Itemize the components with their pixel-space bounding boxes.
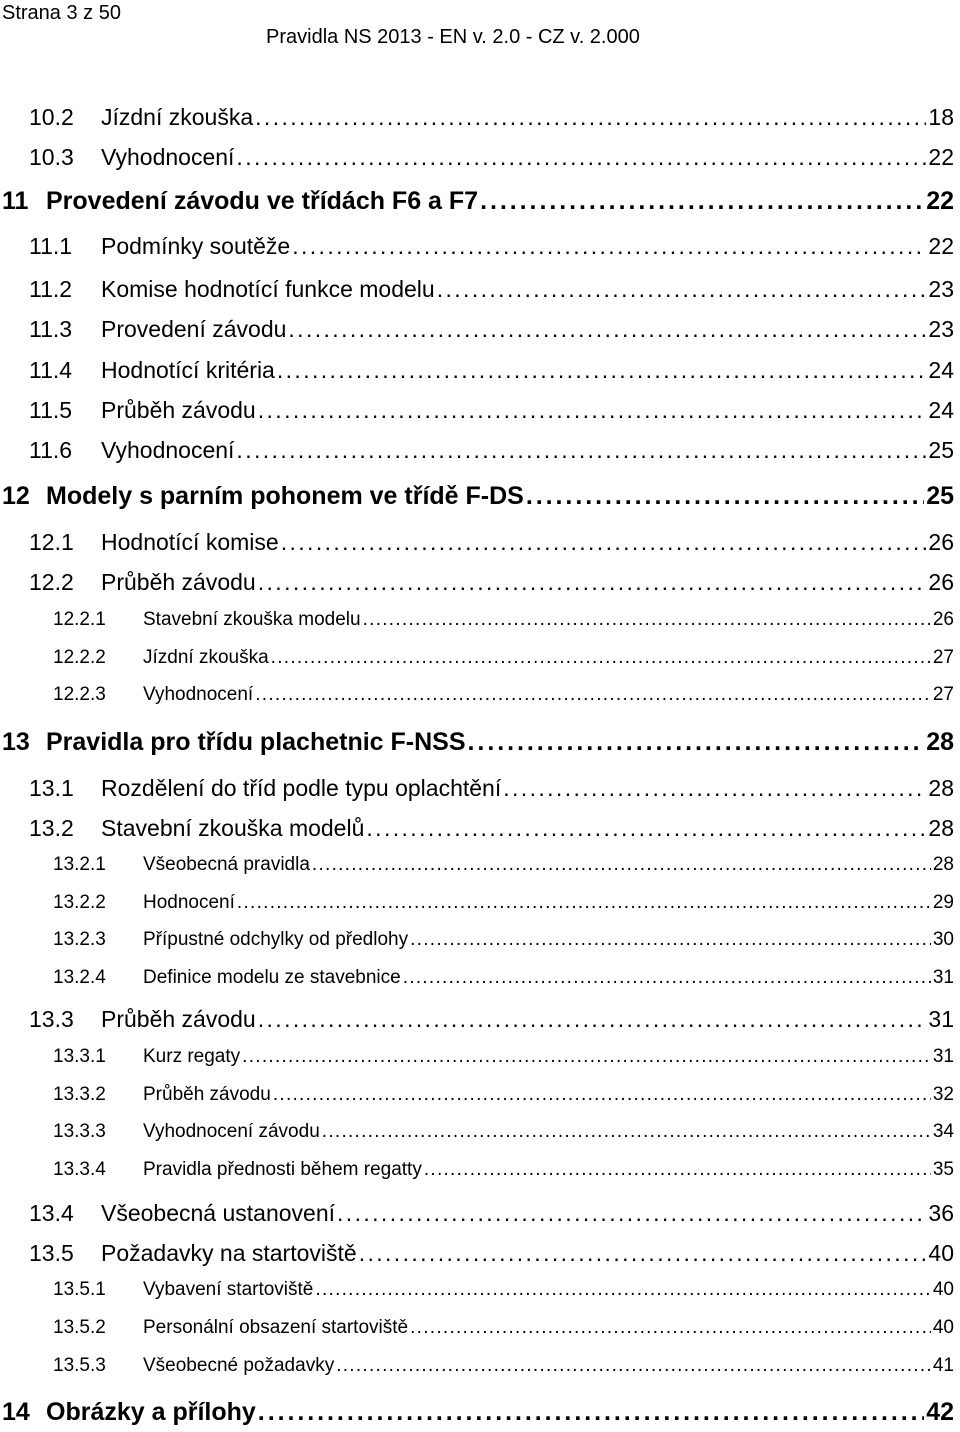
toc-title: Stavební zkouška modelů <box>101 815 365 841</box>
toc-page-number: 24 <box>928 357 954 383</box>
toc-title: Provedení závodu ve třídách F6 a F7 <box>46 187 479 215</box>
toc-entry[interactable] <box>53 609 954 631</box>
toc-number: 13 <box>2 728 30 756</box>
dot-leader <box>312 854 931 876</box>
toc-title: Stavební zkouška modelu <box>143 609 361 630</box>
toc-entry[interactable] <box>29 316 954 343</box>
toc-title: Vyhodnocení <box>143 684 254 705</box>
toc-page-number: 22 <box>926 187 954 215</box>
toc-title: Obrázky a přílohy <box>46 1398 256 1426</box>
toc-entry[interactable] <box>53 929 954 951</box>
toc-page-number: 26 <box>928 529 954 555</box>
toc-entry[interactable] <box>53 892 954 914</box>
toc-title: Provedení závodu <box>101 316 287 342</box>
toc-page-number: 24 <box>928 397 954 423</box>
toc-entry[interactable] <box>29 276 954 303</box>
dot-leader <box>336 1355 931 1377</box>
toc-number: 13.2.1 <box>53 854 106 875</box>
toc-page-number: 40 <box>932 1317 954 1338</box>
toc-entry[interactable] <box>29 144 954 171</box>
dot-leader <box>258 1398 924 1427</box>
toc-page-number: 25 <box>926 482 954 510</box>
toc-page-number: 40 <box>932 1279 954 1300</box>
toc-page-number: 27 <box>932 684 954 705</box>
toc-title: Všeobecné požadavky <box>143 1355 335 1376</box>
toc-number: 13.5.3 <box>53 1355 106 1376</box>
toc-entry[interactable] <box>29 104 954 131</box>
toc-entry[interactable] <box>53 854 954 876</box>
toc-entry[interactable] <box>53 647 954 669</box>
document-title: Pravidla NS 2013 - EN v. 2.0 - CZ v. 2.000 <box>266 26 640 48</box>
toc-entry[interactable] <box>29 569 954 596</box>
dot-leader <box>242 1046 931 1068</box>
toc-title: Vybavení startoviště <box>143 1279 314 1300</box>
toc-entry[interactable] <box>2 187 954 216</box>
toc-number: 11.4 <box>29 357 73 383</box>
dot-leader <box>236 144 926 171</box>
toc-number: 13.3 <box>29 1006 74 1032</box>
toc-entry[interactable] <box>29 815 954 842</box>
toc-number: 13.3.4 <box>53 1159 106 1180</box>
dot-leader <box>237 892 931 914</box>
toc-number: 12.2 <box>29 569 74 595</box>
toc-entry[interactable] <box>53 684 954 706</box>
toc-entry[interactable] <box>2 1398 954 1427</box>
toc-page-number: 29 <box>932 892 954 913</box>
toc-page-number: 28 <box>928 815 954 841</box>
toc-title: Vyhodnocení <box>101 144 235 170</box>
toc-page-number: 36 <box>928 1200 954 1226</box>
toc-title: Průběh závodu <box>143 1084 271 1105</box>
dot-leader <box>359 1240 927 1267</box>
toc-page-number: 23 <box>928 276 954 302</box>
toc-number: 13.5.2 <box>53 1317 106 1338</box>
dot-leader <box>292 233 926 260</box>
toc-title: Rozdělení do tříd podle typu oplachtění <box>101 775 502 801</box>
toc-number: 13.4 <box>29 1200 74 1226</box>
toc-page-number: 28 <box>926 728 954 756</box>
toc-page-number: 28 <box>932 854 954 875</box>
dot-leader <box>526 482 924 511</box>
dot-leader <box>337 1200 926 1227</box>
toc-entry[interactable] <box>29 529 954 556</box>
toc-page-number: 18 <box>928 104 954 130</box>
dot-leader <box>258 1006 927 1033</box>
toc-number: 14 <box>2 1398 30 1426</box>
dot-leader <box>277 357 927 384</box>
toc-page-number: 32 <box>932 1084 954 1105</box>
toc-number: 11.2 <box>29 276 73 302</box>
toc-number: 13.2.4 <box>53 967 106 988</box>
dot-leader <box>258 569 927 596</box>
dot-leader <box>236 437 926 464</box>
toc-page-number: 22 <box>928 144 954 170</box>
dot-leader <box>480 187 924 216</box>
toc-number: 12.2.3 <box>53 684 106 705</box>
toc-entry[interactable] <box>53 1279 954 1301</box>
toc-title: Požadavky na startoviště <box>101 1240 357 1266</box>
toc-number: 13.2.2 <box>53 892 106 913</box>
toc-entry[interactable] <box>2 728 954 757</box>
dot-leader <box>503 775 926 802</box>
dot-leader <box>322 1121 931 1143</box>
toc-page-number: 31 <box>932 967 954 988</box>
toc-entry[interactable] <box>53 1317 954 1339</box>
toc-entry[interactable] <box>29 775 954 802</box>
toc-page-number: 23 <box>928 316 954 342</box>
toc-number: 11.5 <box>29 397 73 423</box>
toc-title: Vyhodnocení <box>101 437 235 463</box>
toc-entry[interactable] <box>29 1240 954 1267</box>
toc-entry[interactable] <box>29 397 954 424</box>
toc-title: Vyhodnocení závodu <box>143 1121 320 1142</box>
dot-leader <box>366 815 926 842</box>
toc-number: 10.3 <box>29 144 74 170</box>
toc-page-number: 31 <box>932 1046 954 1067</box>
dot-leader <box>437 276 927 303</box>
toc-page-number: 22 <box>928 233 954 259</box>
toc-number: 13.1 <box>29 775 74 801</box>
toc-entry[interactable] <box>53 967 954 989</box>
toc-entry[interactable] <box>53 1121 954 1143</box>
toc-number: 13.5 <box>29 1240 74 1266</box>
toc-title: Průběh závodu <box>101 1006 256 1032</box>
dot-leader <box>281 529 927 556</box>
toc-entry[interactable] <box>29 1200 954 1227</box>
toc-page-number: 26 <box>928 569 954 595</box>
toc-title: Jízdní zkouška <box>101 104 254 130</box>
toc-entry[interactable] <box>53 1046 954 1068</box>
toc-number: 11.6 <box>29 437 73 463</box>
dot-leader <box>363 609 931 631</box>
toc-title: Modely s parním pohonem ve třídě F-DS <box>46 482 524 510</box>
dot-leader <box>410 929 931 951</box>
toc-title: Jízdní zkouška <box>143 647 269 668</box>
toc-number: 11 <box>2 187 29 215</box>
dot-leader <box>288 316 926 343</box>
toc-title: Personální obsazení startoviště <box>143 1317 409 1338</box>
toc-page-number: 42 <box>926 1398 954 1426</box>
toc-title: Přípustné odchylky od předlohy <box>143 929 409 950</box>
toc-number: 13.5.1 <box>53 1279 106 1300</box>
dot-leader <box>410 1317 931 1339</box>
toc-title: Podmínky soutěže <box>101 233 291 259</box>
toc-number: 13.2.3 <box>53 929 106 950</box>
toc-title: Hodnotící komise <box>101 529 279 555</box>
toc-number: 13.3.1 <box>53 1046 106 1067</box>
toc-title: Hodnotící kritéria <box>101 357 275 383</box>
toc-title: Průběh závodu <box>101 397 256 423</box>
toc-number: 12.2.1 <box>53 609 106 630</box>
dot-leader <box>255 104 926 131</box>
toc-title: Pravidla pro třídu plachetnic F-NSS <box>46 728 466 756</box>
toc-page-number: 30 <box>932 929 954 950</box>
toc-entry[interactable] <box>29 357 954 384</box>
dot-leader <box>271 647 931 669</box>
toc-title: Kurz regaty <box>143 1046 241 1067</box>
dot-leader <box>315 1279 930 1301</box>
toc-entry[interactable] <box>29 437 954 464</box>
dot-leader <box>424 1159 931 1181</box>
toc-page-number: 25 <box>928 437 954 463</box>
toc-page-number: 27 <box>932 647 954 668</box>
page-counter: Strana 3 z 50 <box>2 2 121 24</box>
toc-page-number: 28 <box>928 775 954 801</box>
toc-page-number: 34 <box>932 1121 954 1142</box>
toc-page-number: 35 <box>932 1159 954 1180</box>
toc-title: Průběh závodu <box>101 569 256 595</box>
toc-number: 13.3.3 <box>53 1121 106 1142</box>
dot-leader <box>273 1084 931 1106</box>
dot-leader <box>468 728 925 757</box>
toc-title: Všeobecná pravidla <box>143 854 310 875</box>
toc-title: Pravidla přednosti během regatty <box>143 1159 422 1180</box>
toc-title: Hodnocení <box>143 892 235 913</box>
dot-leader <box>255 684 931 706</box>
toc-number: 11.3 <box>29 316 73 342</box>
toc-entry[interactable] <box>53 1159 954 1181</box>
dot-leader <box>258 397 927 424</box>
toc-page-number: 40 <box>928 1240 954 1266</box>
toc-number: 11.1 <box>29 233 73 259</box>
toc-page-number: 41 <box>932 1355 954 1376</box>
toc-number: 13.2 <box>29 815 74 841</box>
toc-number: 12.2.2 <box>53 647 106 668</box>
toc-number: 13.3.2 <box>53 1084 106 1105</box>
toc-number: 12 <box>2 482 30 510</box>
toc-number: 10.2 <box>29 104 74 130</box>
toc-entry[interactable] <box>2 482 954 511</box>
toc-page-number: 26 <box>932 609 954 630</box>
toc-entry[interactable] <box>53 1355 954 1377</box>
toc-page-number: 31 <box>928 1006 954 1032</box>
toc-title: Komise hodnotící funkce modelu <box>101 276 435 302</box>
toc-entry[interactable] <box>29 1006 954 1033</box>
toc-entry[interactable] <box>29 233 954 260</box>
toc-number: 12.1 <box>29 529 74 555</box>
toc-title: Definice modelu ze stavebnice <box>143 967 401 988</box>
toc-title: Všeobecná ustanovení <box>101 1200 336 1226</box>
dot-leader <box>403 967 931 989</box>
toc-entry[interactable] <box>53 1084 954 1106</box>
